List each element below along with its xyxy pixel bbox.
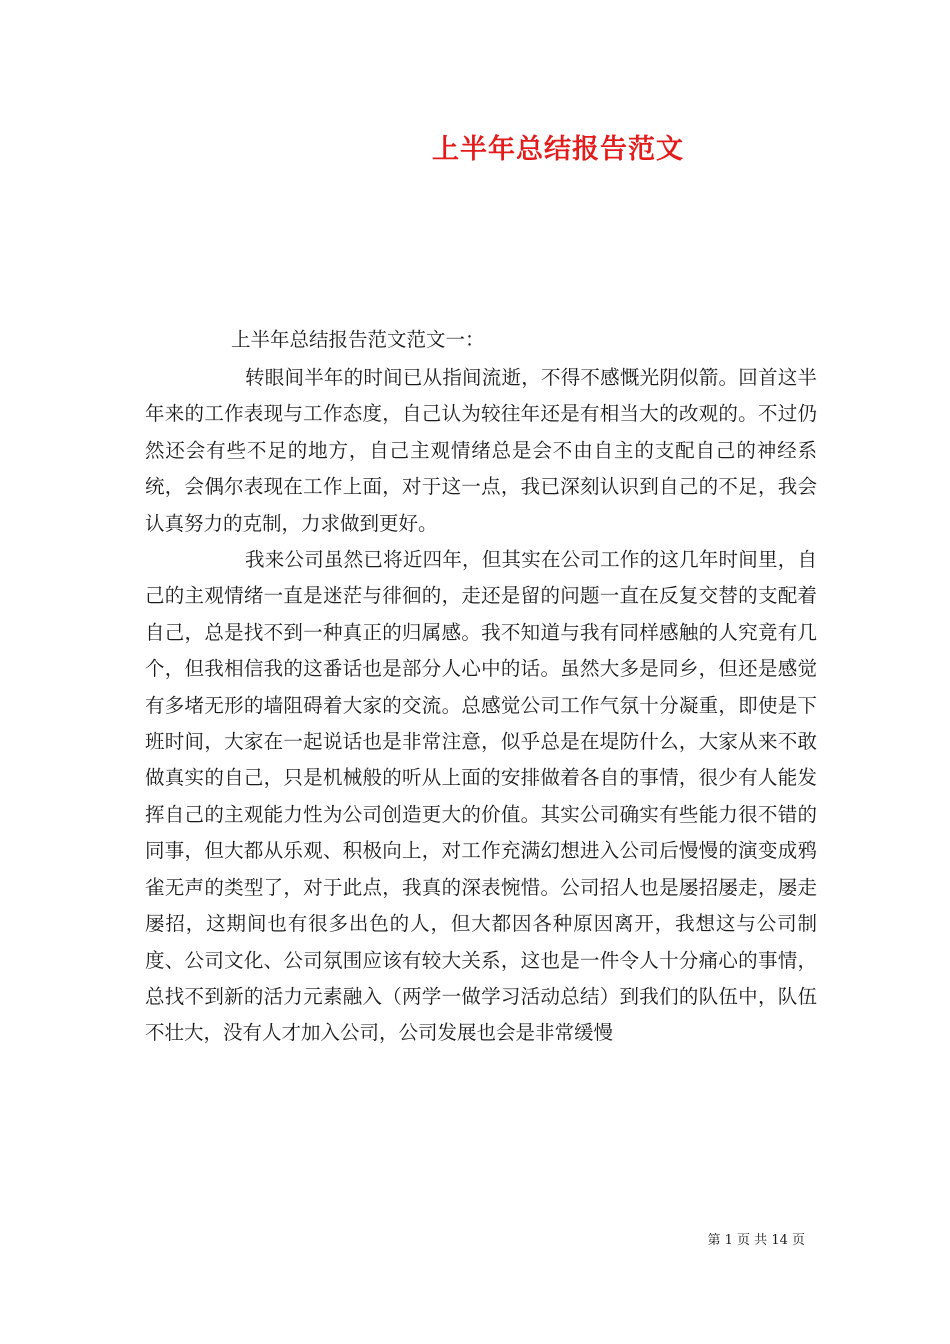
section-heading: 上半年总结报告范文范文一：	[231, 328, 485, 351]
page-title: 上半年总结报告范文	[432, 134, 684, 165]
body-text	[145, 360, 817, 1052]
paragraph-2: 我来公司虽然已将近四年，但其实在公司工作的这几年时间里，自己的主观情绪一直是迷茫与徘徊的，走还是留的问题一直在反复交替的支配着自己，总是找不到一种真正的归属感。我不知道与我有同样感触的人究竟有几个，但我相信我的这番话也是部分人心中的话。虽然大多是同乡，但还是感觉有多堵无形的墙阻碍着大家的交流。总感觉公司工作气氛十分凝重，即使是下班时间，大家在一起说话也是非常注意，似乎总是在堤防什么，大家从来不敢做真实的自己，只是机械般的听从上面的安排做着各自的事情，很少有人能发挥自己的主观能力性为公司创造更大的价值。其实公司确实有些能力很不错的同事，但大都从乐观、积极向上，对工作充满幻想进入公司后慢慢的演变成鸦雀无声的类型了，对于此点，我真的深表惋惜。公司招人也是屡招屡走，屡走屡招，这期间也有很多出色的人，但大都因各种原因离开，我想这与公司制度、公司文化、公司氛围应该有较大关系，这也是一件令人十分痛心的事情，总找不到新的活力元素融入（两学一做学习活动总结）到我们的队伍中，队伍不壮大，没有人才加入公司，公司发展也会是非常缓慢	[145, 548, 817, 1045]
page-footer: 第 1 页 共 14 页	[707, 1233, 805, 1248]
paragraph-1: 转眼间半年的时间已从指间流逝，不得不感慨光阴似箭。回首这半年来的工作表现与工作态度，自己认为较往年还是有相当大的改观的。不过仍然还会有些不足的地方，自己主观情绪总是会不由自主的支配自己的神经系统，会偶尔表现在工作上面，对于这一点，我已深刻认识到自己的不足，我会认真努力的克制，力求做到更好。	[145, 366, 817, 535]
